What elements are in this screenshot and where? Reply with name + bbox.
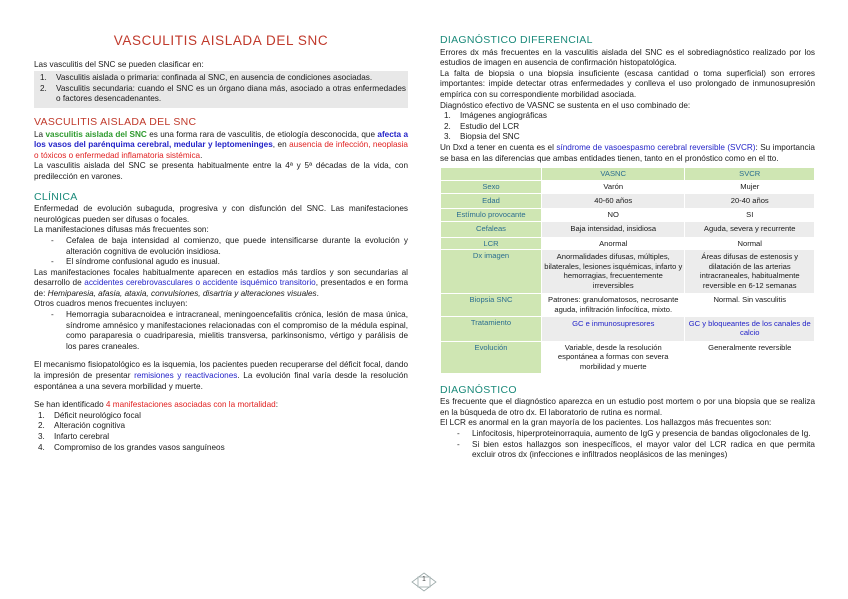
section-heading: DIAGNÓSTICO DIFERENCIAL bbox=[440, 34, 593, 46]
dd-paragraph-1: Errores dx más frecuentes en la vasculitis aislada del SNC es el sobrediagnóstico realizado por los estudios de imagen en ausencia de confirmación histopatológica. bbox=[440, 47, 815, 68]
diffuse-intro: La manifestaciones difusas más frecuentes son: bbox=[34, 225, 209, 235]
table-row: Cefaleas Baja intensidad, insidiosa Aguda, severa y recurrente bbox=[441, 221, 815, 237]
table-header: VASNC bbox=[542, 168, 685, 181]
dx-paragraph-2: El LCR es anormal en la gran mayoría de los pacientes. Los hallazgos más frecuentes son: bbox=[440, 418, 772, 428]
list-item: 3. Biopsia del SNC bbox=[444, 132, 520, 142]
dd-list bbox=[440, 111, 815, 143]
page-title: VASCULITIS AISLADA DEL SNC bbox=[113, 33, 329, 48]
focal-paragraph: Las manifestaciones focales habitualmente aparecen en estadios más tardíos y son secundarias al desarrollo de accidentes cerebrovasculares o accidente isquémico transitorio, presentados e en forma de: Hemiparesia, afasia, ataxia, convulsiones, disartria y alteraciones visuales. bbox=[34, 267, 409, 298]
table-row: LCR Anormal Normal bbox=[441, 237, 815, 250]
section-heading: DIAGNÓSTICO bbox=[440, 383, 517, 396]
list-item: 2. Vasculitis secundaria: cuando el SNC es un órgano diana más, asociado a otras enfermedades o factores desencadenantes. bbox=[40, 83, 406, 104]
mortality-intro: Se han identificado 4 manifestaciones asociadas con la mortalidad: bbox=[34, 400, 278, 410]
list-item: 2. Alteración cognitiva bbox=[38, 421, 125, 431]
table-row: Estímulo provocante NO SI bbox=[441, 209, 815, 222]
classification-box bbox=[34, 71, 408, 108]
dx-paragraph-1: Es frecuente que el diagnóstico aparezca en un estudio post mortem o por una biopsia que se realiza en la búsqueda de otro dx. El laboratorio de rutina es normal. bbox=[440, 397, 815, 417]
list-item: 3. Infarto cerebral bbox=[38, 432, 110, 441]
other-intro: Otros cuadros menos frecuentes incluyen: bbox=[34, 299, 188, 309]
table-header: SVCR bbox=[685, 168, 815, 181]
page-number: 1 bbox=[422, 576, 426, 583]
comparison-table bbox=[440, 167, 815, 374]
list-item: 1. Déficit neurológico focal bbox=[38, 410, 141, 420]
dd-paragraph-3: Diagnóstico efectivo de VASNC se sustenta en el uso combinado de: bbox=[440, 100, 691, 110]
list-item: - Si bien estos hallazgos son inespecíficos, el mayor valor del LCR radica en que permita excluir otros dx (infecciones e infiltrados neoplásicos de las meninges) bbox=[440, 440, 815, 461]
list-item: 1. Imágenes angiográficas bbox=[444, 111, 547, 121]
table-row: Dx imagen Anormalidades difusas, múltiples, bilaterales, lesiones isquémicas, infarto y hemorragias, frecuentemente irreversibles Áreas difusas de estenosis y dilatación de las arterias intracraneales, habitualmente reversible en 6-12 semanas bbox=[441, 250, 815, 294]
epidemiology-paragraph: La vasculitis aislada del SNC se presenta habitualmente entre la 4ª y 5ª décadas de la vida, con predilección en varones. bbox=[34, 161, 408, 181]
list-item: - El síndrome confusional agudo es inusual. bbox=[34, 257, 408, 268]
section-heading: CLÍNICA bbox=[34, 190, 78, 203]
list-item: - Linfocitosis, hiperproteinorraquia, aumento de IgG y presencia de bandas oligoclonales de Ig. bbox=[440, 429, 815, 440]
clinic-paragraph: Enfermedad de evolución subaguda, progresiva y con disfunción del SNC. Las manifestaciones neurológicas pueden ser difusas o focales. bbox=[34, 204, 408, 224]
table-row: Tratamiento GC e inmunosupresores GC y bloqueantes de los canales de calcio bbox=[441, 316, 815, 341]
list-item: 1. Vasculitis aislada o primaria: confinada al SNC, en ausencia de condiciones asociadas. bbox=[40, 73, 373, 83]
right-column bbox=[440, 35, 815, 461]
list-item: - Cefalea de baja intensidad al comienzo, que puede intensificarse durante la evolución y alteración cognitiva de evolución insidiosa. bbox=[34, 236, 408, 257]
left-column bbox=[34, 0, 408, 453]
diffuse-list bbox=[34, 236, 408, 268]
definition-paragraph: La vasculitis aislada del SNC es una forma rara de vasculitis, de etiología desconocida, que afecta a los vasos del parénquima cerebral, medular y leptomeninges, en ausencia de infección, neoplasia o tóxicos o enfermedad inflamatoria sistémica. bbox=[34, 129, 408, 160]
table-row: Biopsia SNC Patrones: granulomatosos, necrosante aguda, infiltración linfocítica, mixto. Normal. Sin vasculitis bbox=[441, 294, 815, 316]
table-header-row bbox=[441, 168, 815, 181]
dd-paragraph-2: La falta de biopsia o una biopsia insuficiente (escasa cantidad o toma superficial) son errores importantes: impide detectar otras enfermedades y conlleva el uso prolongado de inmunosupresión empírica con su correspondiente morbilidad asociada. bbox=[440, 68, 815, 99]
table-row: Sexo Varón Mujer bbox=[441, 181, 815, 194]
other-list bbox=[34, 310, 408, 352]
page-number-badge bbox=[409, 572, 439, 592]
dx-list bbox=[440, 429, 815, 461]
table-row: Edad 40-60 años 20-40 años bbox=[441, 193, 815, 209]
mechanism-paragraph: El mecanismo fisiopatológico es la isquemia, los pacientes pueden recuperarse del déficit focal, dando la impresión de presentar remisiones y reactivaciones. La evolución final varía desde la resolución espontánea a una severa morbilidad y muerte. bbox=[34, 360, 408, 391]
table-row: Evolución Variable, desde la resolución espontánea a formas con severa morbilidad y muerte Generalmente reversible bbox=[441, 341, 815, 373]
section-heading: VASCULITIS AISLADA DEL SNC bbox=[34, 115, 197, 128]
list-item: - Hemorragia subaracnoidea e intracraneal, meningoencefalitis crónica, lesión de masa única, síndrome amnésico y manifestaciones relacionadas con el compromiso de la médula espinal, como paraparesia o cuadriparesia, mielitis transversa, parkinsonismo, vértigo y parálisis de los pares craneales. bbox=[34, 310, 408, 352]
svcr-paragraph: Un Dxd a tener en cuenta es el síndrome de vasoespasmo cerebral reversible (SVCR): Su importancia se basa en las diferencias que ambas entidades tienen, tanto en el pronóstico como en el tto. bbox=[440, 142, 815, 163]
list-item: 4. Compromiso de los grandes vasos sanguíneos bbox=[38, 442, 225, 452]
classification-list bbox=[36, 73, 406, 105]
list-item: 2. Estudio del LCR bbox=[444, 121, 520, 131]
intro-text: Las vasculitis del SNC se pueden clasificar en: bbox=[34, 59, 204, 69]
mortality-list bbox=[34, 411, 408, 453]
